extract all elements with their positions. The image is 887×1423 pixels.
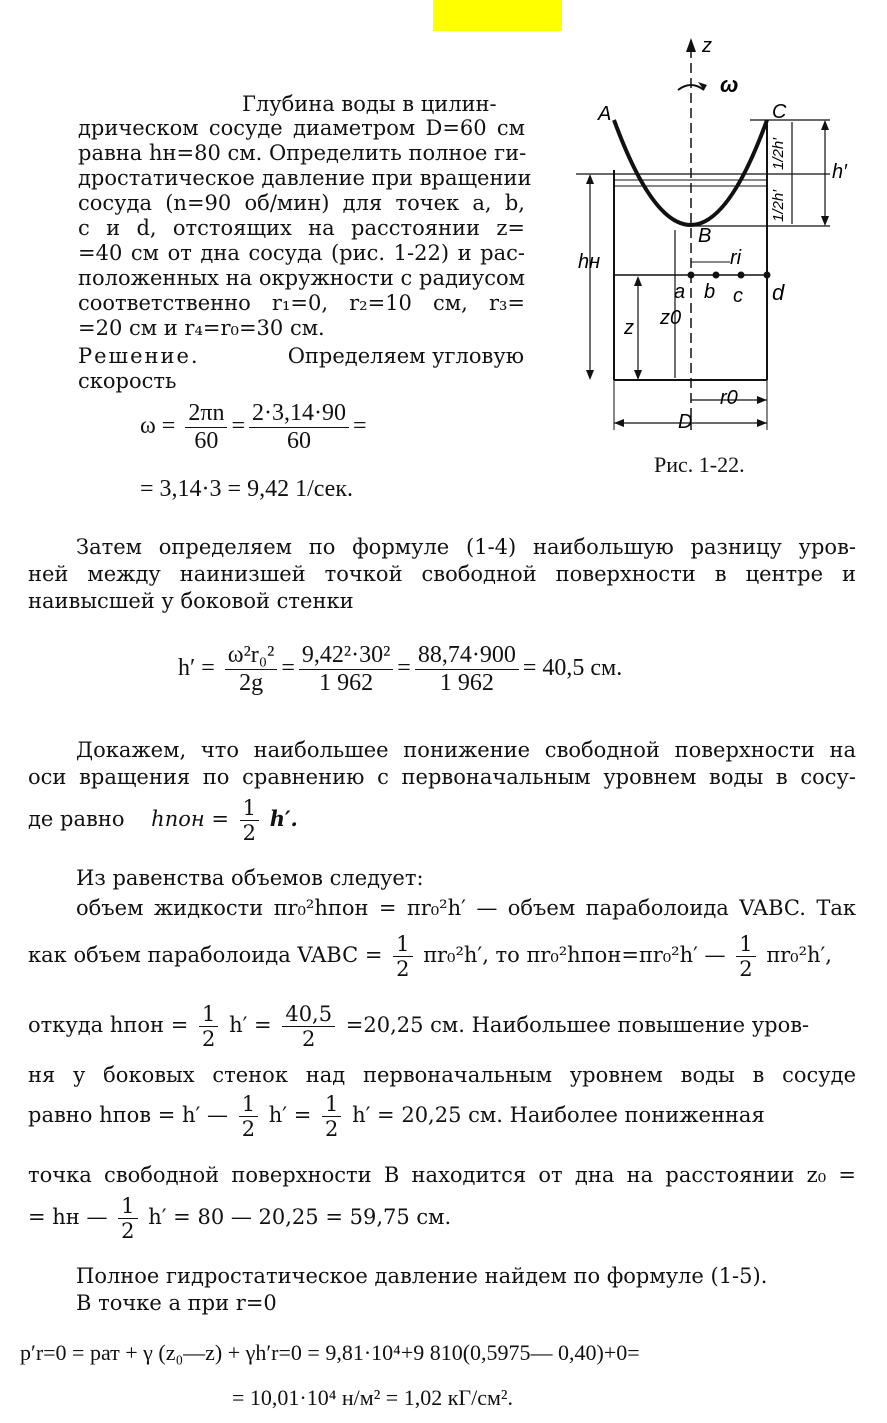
paragraph-line: де равно hпон = $\frac{1}{2}$ h′. [28, 796, 298, 845]
paragraph-line: Затем определяем по формуле (1-4) наибольшую разницу уров- [76, 535, 856, 559]
label-a: a [674, 281, 686, 303]
vessel-diagram [570, 30, 870, 440]
paragraph-line: откуда hпон = $\frac{1}{2}$ h′ = $\frac{40,5}{2}$ =20,25 см. Наибольшее повышение уров- [28, 1002, 810, 1051]
label-d: d [772, 280, 785, 305]
problem-line: c и d, отстоящих на расстоянии z= [78, 216, 525, 240]
figure-1-22 [570, 30, 870, 440]
z-arrow-icon [686, 38, 696, 52]
problem-line: сосуда (n=90 об/мин) для точек a, b, [78, 191, 525, 215]
paragraph-line: Из равенства объемов следует: [76, 866, 424, 890]
label-b: b [704, 281, 716, 303]
omega-fraction-1: $\frac{2\pi n}{60}$ [185, 400, 227, 455]
label-D: D [678, 411, 693, 433]
paragraph-line: ней между наинизшей точкой свободной поверхности в центре и [28, 562, 856, 586]
problem-line: дростатическое давление при вращении [78, 166, 532, 190]
label-hprime: h′ [832, 161, 847, 183]
problem-line: дрическом сосуде диаметром D=60 см [78, 116, 525, 140]
paragraph-line: объем жидкости πr₀²hпон = πr₀²h′ — объем параболоида VABC. Так [76, 896, 856, 920]
solution-intro-2: скорость [78, 369, 177, 393]
paragraph-line: В точке a при r=0 [76, 1291, 277, 1315]
label-r0: r0 [720, 387, 738, 409]
hprime-formula: h′ = $\frac{\text{ω²r₀²}}{2g}$ = $\frac{\text{9,42²·30²}}{1 962}$ = $\frac{88,74\cdot 900}{1 962}$ = 40,5 см. [178, 642, 623, 696]
label-z: z [702, 35, 712, 57]
paragraph-line: ня у боковых стенок над первоначальным уровнем воды в сосуде [28, 1063, 856, 1087]
label-ri: ri [730, 247, 742, 269]
omega-lhs: ω = [140, 413, 176, 440]
label-half-bottom: 1/2h′ [770, 189, 787, 222]
label-C: C [772, 101, 787, 123]
omega-formula: ω = $\frac{2\pi n}{60}$ = $\frac{2\cdot 3,14\cdot 90}{60}$ = [140, 400, 367, 454]
label-B: B [698, 225, 712, 247]
paragraph-line: наивысшей у боковой стенки [28, 589, 354, 613]
paragraph-line: Докажем, что наибольшее понижение свободной поверхности на [76, 738, 856, 762]
highlight-marker [433, 0, 562, 31]
paragraph-line: Полное гидростатическое давление найдем по формуле (1-5). [76, 1264, 768, 1288]
problem-line: Глубина воды в цилин- [242, 92, 497, 116]
paragraph-line: равно hпов = h′ — $\frac{1}{2}$ h′ = $\frac{1}{2}$ h′ = 20,25 см. Наиболее пониженная [28, 1092, 765, 1141]
solution-heading: Решение. [78, 344, 200, 368]
paragraph-line: оси вращения по сравнению с первоначальным уровнем воды в сосу- [28, 765, 856, 789]
label-omega: ω [720, 72, 739, 97]
solution-intro: Определяем угловую [287, 344, 524, 368]
label-hn: hн [578, 251, 601, 273]
figure-caption: Рис. 1-22. [654, 452, 745, 477]
omega-fraction-2: $\frac{2\cdot 3,14\cdot 90}{60}$ [249, 400, 349, 455]
problem-line: =20 см и r₄=r₀=30 см. [78, 316, 325, 340]
problem-line: положенных на окружности с радиусом [78, 266, 525, 290]
label-A: A [598, 103, 612, 125]
label-half-top: 1/2h′ [770, 137, 787, 170]
omega-result: = 3,14·3 = 9,42 1/сек. [140, 476, 353, 502]
label-z0: z0 [660, 307, 682, 329]
pressure-result: = 10,01·10⁴ н/м² = 1,02 кГ/см². [232, 1385, 514, 1410]
paragraph-line: точка свободной поверхности B находится от дна на расстоянии z₀ = [28, 1163, 856, 1187]
problem-line: =40 см от дна сосуда (рис. 1-22) и рас- [78, 241, 525, 265]
paragraph-line: как объем параболоида VABC = $\frac{1}{2}$ πr₀²h′, то πr₀²hпон=πr₀²h′ — $\frac{1}{2}$ πr₀²h′, [28, 932, 832, 981]
label-z-dim: z [624, 317, 634, 339]
problem-line: равна hн=80 см. Определить полное ги- [78, 141, 527, 165]
paragraph-line: = hн — $\frac{1}{2}$ h′ = 80 — 20,25 = 59,75 см. [28, 1194, 452, 1243]
label-c: c [733, 285, 743, 307]
problem-line: соответственно r₁=0, r₂=10 см, r₃= [78, 291, 525, 315]
pressure-formula: p′r=0 = pат + γ (z₀—z) + γh′r=0 = 9,81·10⁴+9 810(0,5975— 0,40)+0= [20, 1340, 640, 1365]
